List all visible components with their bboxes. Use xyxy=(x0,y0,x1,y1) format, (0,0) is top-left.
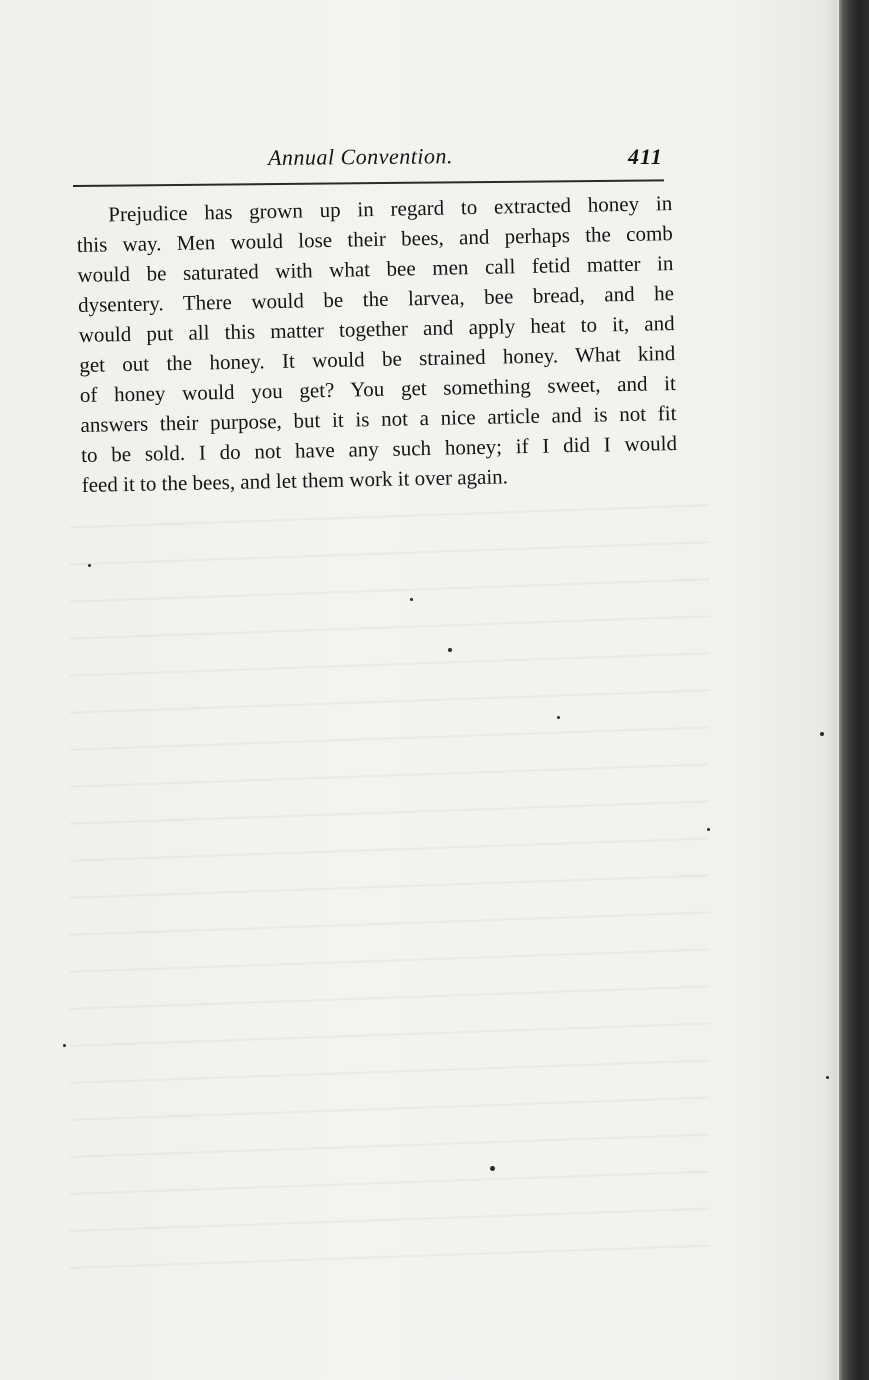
speck xyxy=(826,1076,829,1079)
text-line: would be saturated with what bee men call fetid matter in xyxy=(77,251,674,287)
text-line: answers their purpose, but it is not a nice article and is not fit xyxy=(80,400,677,437)
text-line: of honey would you get? You get something sweet, and it xyxy=(79,371,677,407)
speck xyxy=(448,648,452,652)
book-spine-edge xyxy=(839,0,869,1380)
text-line: Prejudice has grown up in regard to extracted honey in xyxy=(108,191,673,227)
speck xyxy=(490,1166,495,1171)
speck xyxy=(820,732,824,736)
text-line: dysentery. There would be the larvea, bee bread, and he xyxy=(77,281,675,317)
speck xyxy=(557,716,560,719)
show-through-texture xyxy=(70,500,710,1280)
running-head xyxy=(0,145,869,179)
body-paragraph xyxy=(76,188,682,500)
speck xyxy=(88,564,91,567)
text-line: feed it to the bees, and let them work it over again. xyxy=(81,464,509,497)
speck xyxy=(707,828,710,831)
text-line: to be sold. I do not have any such honey; if I did I would xyxy=(80,430,678,467)
text-line: get out the honey. It would be strained honey. What kind xyxy=(79,341,676,377)
text-line: would put all this matter together and apply heat to it, and xyxy=(78,311,675,347)
speck xyxy=(410,598,413,601)
page-number: 411 xyxy=(628,144,663,169)
speck xyxy=(63,1044,66,1047)
text-line: this way. Men would lose their bees, and perhaps the comb xyxy=(76,221,674,257)
running-title: Annual Convention. xyxy=(267,143,454,170)
header-rule xyxy=(73,179,664,187)
